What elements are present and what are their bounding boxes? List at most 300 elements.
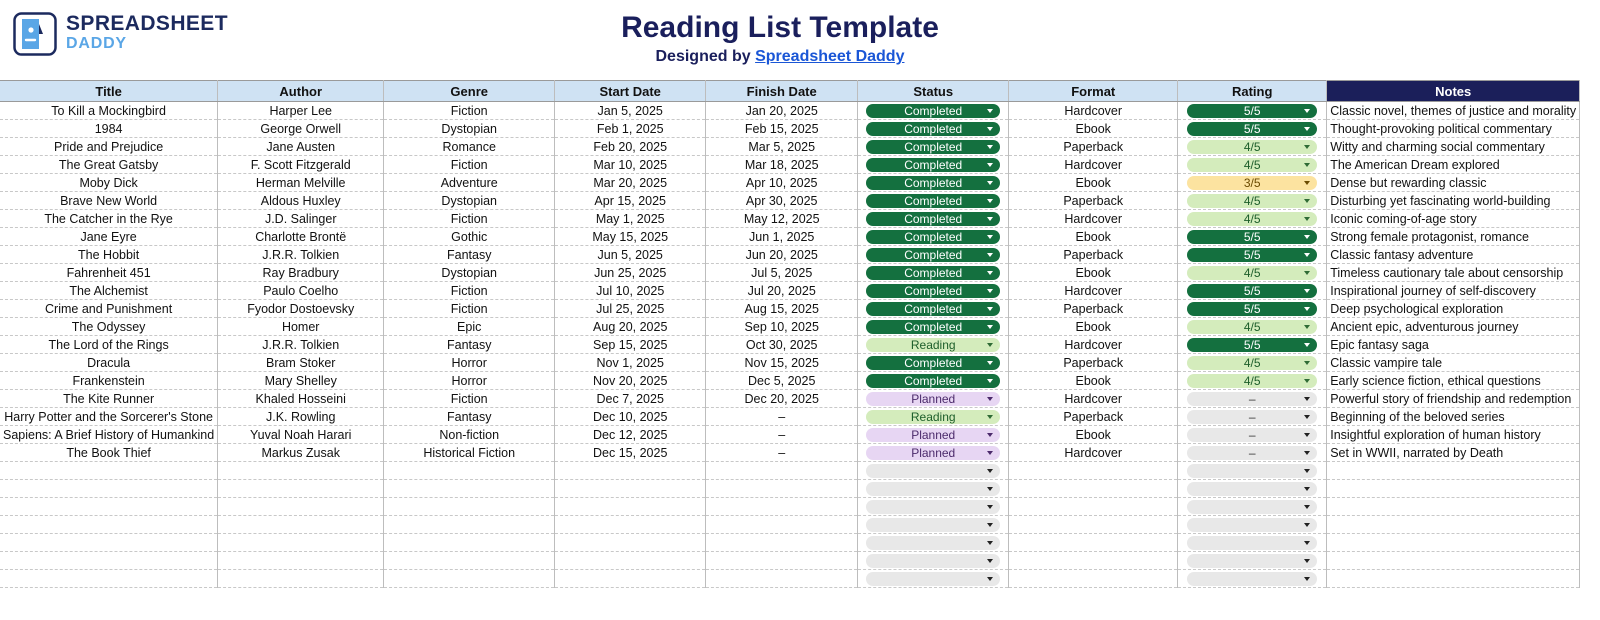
cell-genre[interactable]: Fantasy (384, 336, 555, 354)
cell-author[interactable] (218, 552, 384, 570)
cell-genre[interactable]: Epic (384, 318, 555, 336)
cell-author[interactable] (218, 516, 384, 534)
cell-finish-date[interactable] (706, 534, 858, 552)
cell-finish-date[interactable]: Jun 20, 2025 (706, 246, 858, 264)
cell-status[interactable] (858, 552, 1009, 570)
cell-rating[interactable] (1178, 444, 1327, 462)
cell-genre[interactable]: Fiction (384, 102, 555, 120)
cell-title[interactable]: The Book Thief (0, 444, 218, 462)
cell-status[interactable] (858, 426, 1009, 444)
rating-dropdown[interactable] (1187, 230, 1317, 244)
status-dropdown[interactable] (866, 518, 1000, 532)
cell-author[interactable] (218, 498, 384, 516)
cell-title[interactable]: To Kill a Mockingbird (0, 102, 218, 120)
cell-format[interactable]: Hardcover (1009, 444, 1178, 462)
cell-author[interactable]: Ray Bradbury (218, 264, 384, 282)
cell-rating[interactable] (1178, 390, 1327, 408)
rating-dropdown[interactable] (1187, 410, 1317, 424)
cell-title[interactable] (0, 480, 218, 498)
cell-author[interactable]: Jane Austen (218, 138, 384, 156)
rating-dropdown[interactable] (1187, 464, 1317, 478)
cell-status[interactable] (858, 246, 1009, 264)
cell-start-date[interactable] (555, 534, 706, 552)
cell-format[interactable]: Ebook (1009, 426, 1178, 444)
col-header-rating[interactable]: Rating (1178, 81, 1327, 102)
cell-format[interactable]: Hardcover (1009, 102, 1178, 120)
cell-notes[interactable]: Witty and charming social commentary (1327, 138, 1580, 156)
cell-notes[interactable]: Ancient epic, adventurous journey (1327, 318, 1580, 336)
cell-status[interactable] (858, 408, 1009, 426)
cell-author[interactable]: Mary Shelley (218, 372, 384, 390)
cell-genre[interactable] (384, 516, 555, 534)
cell-notes[interactable]: Early science fiction, ethical questions (1327, 372, 1580, 390)
cell-rating[interactable] (1178, 570, 1327, 588)
cell-start-date[interactable]: Sep 15, 2025 (555, 336, 706, 354)
cell-start-date[interactable]: Dec 15, 2025 (555, 444, 706, 462)
cell-title[interactable] (0, 462, 218, 480)
cell-finish-date[interactable]: Jul 5, 2025 (706, 264, 858, 282)
cell-format[interactable]: Hardcover (1009, 210, 1178, 228)
cell-author[interactable]: Fyodor Dostoevsky (218, 300, 384, 318)
cell-rating[interactable] (1178, 372, 1327, 390)
cell-notes[interactable]: Classic fantasy adventure (1327, 246, 1580, 264)
cell-notes[interactable]: Classic novel, themes of justice and morality (1327, 102, 1580, 120)
status-dropdown[interactable] (866, 392, 1000, 406)
cell-genre[interactable] (384, 498, 555, 516)
rating-dropdown[interactable] (1187, 572, 1317, 586)
cell-title[interactable]: Jane Eyre (0, 228, 218, 246)
cell-start-date[interactable]: Jan 5, 2025 (555, 102, 706, 120)
cell-title[interactable]: Moby Dick (0, 174, 218, 192)
col-header-format[interactable]: Format (1009, 81, 1178, 102)
cell-author[interactable]: Markus Zusak (218, 444, 384, 462)
cell-status[interactable] (858, 516, 1009, 534)
cell-rating[interactable] (1178, 246, 1327, 264)
cell-notes[interactable]: Deep psychological exploration (1327, 300, 1580, 318)
cell-finish-date[interactable]: Jan 20, 2025 (706, 102, 858, 120)
rating-dropdown[interactable] (1187, 284, 1317, 298)
cell-title[interactable]: The Lord of the Rings (0, 336, 218, 354)
cell-rating[interactable] (1178, 480, 1327, 498)
cell-title[interactable]: 1984 (0, 120, 218, 138)
cell-title[interactable] (0, 498, 218, 516)
cell-finish-date[interactable]: – (706, 444, 858, 462)
cell-status[interactable] (858, 354, 1009, 372)
cell-title[interactable]: The Alchemist (0, 282, 218, 300)
cell-notes[interactable]: Dense but rewarding classic (1327, 174, 1580, 192)
cell-finish-date[interactable] (706, 462, 858, 480)
cell-genre[interactable]: Adventure (384, 174, 555, 192)
cell-notes[interactable] (1327, 498, 1580, 516)
cell-title[interactable] (0, 552, 218, 570)
cell-rating[interactable] (1178, 192, 1327, 210)
cell-genre[interactable] (384, 534, 555, 552)
cell-format[interactable] (1009, 552, 1178, 570)
cell-start-date[interactable]: Mar 20, 2025 (555, 174, 706, 192)
cell-author[interactable]: Homer (218, 318, 384, 336)
cell-rating[interactable] (1178, 462, 1327, 480)
cell-author[interactable]: J.R.R. Tolkien (218, 336, 384, 354)
cell-author[interactable]: Aldous Huxley (218, 192, 384, 210)
status-dropdown[interactable] (866, 410, 1000, 424)
status-dropdown[interactable] (866, 302, 1000, 316)
cell-start-date[interactable] (555, 516, 706, 534)
status-dropdown[interactable] (866, 104, 1000, 118)
status-dropdown[interactable] (866, 122, 1000, 136)
cell-start-date[interactable]: Dec 12, 2025 (555, 426, 706, 444)
cell-notes[interactable]: The American Dream explored (1327, 156, 1580, 174)
status-dropdown[interactable] (866, 428, 1000, 442)
cell-start-date[interactable]: May 15, 2025 (555, 228, 706, 246)
cell-finish-date[interactable] (706, 498, 858, 516)
cell-finish-date[interactable]: Aug 15, 2025 (706, 300, 858, 318)
cell-genre[interactable]: Horror (384, 354, 555, 372)
cell-title[interactable]: Frankenstein (0, 372, 218, 390)
cell-status[interactable] (858, 462, 1009, 480)
col-header-finish-date[interactable]: Finish Date (706, 81, 858, 102)
cell-rating[interactable] (1178, 516, 1327, 534)
cell-title[interactable]: Sapiens: A Brief History of Humankind (0, 426, 218, 444)
cell-status[interactable] (858, 102, 1009, 120)
cell-start-date[interactable] (555, 570, 706, 588)
cell-start-date[interactable]: Dec 10, 2025 (555, 408, 706, 426)
cell-start-date[interactable]: Jun 25, 2025 (555, 264, 706, 282)
rating-dropdown[interactable] (1187, 428, 1317, 442)
cell-format[interactable]: Paperback (1009, 354, 1178, 372)
status-dropdown[interactable] (866, 500, 1000, 514)
status-dropdown[interactable] (866, 464, 1000, 478)
cell-notes[interactable]: Inspirational journey of self-discovery (1327, 282, 1580, 300)
rating-dropdown[interactable] (1187, 248, 1317, 262)
col-header-title[interactable]: Title (0, 81, 218, 102)
status-dropdown[interactable] (866, 140, 1000, 154)
cell-title[interactable]: The Great Gatsby (0, 156, 218, 174)
cell-rating[interactable] (1178, 120, 1327, 138)
cell-genre[interactable]: Fiction (384, 300, 555, 318)
col-header-status[interactable]: Status (858, 81, 1009, 102)
status-dropdown[interactable] (866, 284, 1000, 298)
cell-format[interactable]: Hardcover (1009, 282, 1178, 300)
status-dropdown[interactable] (866, 356, 1000, 370)
cell-rating[interactable] (1178, 318, 1327, 336)
cell-rating[interactable] (1178, 552, 1327, 570)
cell-author[interactable]: Yuval Noah Harari (218, 426, 384, 444)
rating-dropdown[interactable] (1187, 500, 1317, 514)
cell-start-date[interactable] (555, 552, 706, 570)
cell-title[interactable]: The Kite Runner (0, 390, 218, 408)
cell-format[interactable] (1009, 570, 1178, 588)
cell-genre[interactable]: Fiction (384, 210, 555, 228)
col-header-genre[interactable]: Genre (384, 81, 555, 102)
status-dropdown[interactable] (866, 248, 1000, 262)
cell-finish-date[interactable]: Jun 1, 2025 (706, 228, 858, 246)
cell-title[interactable]: The Hobbit (0, 246, 218, 264)
cell-start-date[interactable] (555, 480, 706, 498)
cell-finish-date[interactable]: Mar 5, 2025 (706, 138, 858, 156)
cell-notes[interactable] (1327, 534, 1580, 552)
cell-finish-date[interactable]: May 12, 2025 (706, 210, 858, 228)
cell-finish-date[interactable]: Feb 15, 2025 (706, 120, 858, 138)
cell-format[interactable]: Paperback (1009, 246, 1178, 264)
rating-dropdown[interactable] (1187, 554, 1317, 568)
cell-start-date[interactable]: Nov 1, 2025 (555, 354, 706, 372)
cell-finish-date[interactable] (706, 570, 858, 588)
cell-rating[interactable] (1178, 354, 1327, 372)
cell-finish-date[interactable]: – (706, 426, 858, 444)
cell-format[interactable] (1009, 534, 1178, 552)
rating-dropdown[interactable] (1187, 212, 1317, 226)
cell-format[interactable]: Paperback (1009, 408, 1178, 426)
status-dropdown[interactable] (866, 554, 1000, 568)
col-header-start-date[interactable]: Start Date (555, 81, 706, 102)
cell-status[interactable] (858, 444, 1009, 462)
cell-notes[interactable]: Beginning of the beloved series (1327, 408, 1580, 426)
cell-genre[interactable]: Dystopian (384, 120, 555, 138)
cell-rating[interactable] (1178, 534, 1327, 552)
rating-dropdown[interactable] (1187, 374, 1317, 388)
cell-status[interactable] (858, 156, 1009, 174)
cell-status[interactable] (858, 192, 1009, 210)
cell-notes[interactable]: Epic fantasy saga (1327, 336, 1580, 354)
spreadsheet-daddy-link[interactable]: Spreadsheet Daddy (755, 48, 905, 65)
rating-dropdown[interactable] (1187, 266, 1317, 280)
cell-title[interactable]: Fahrenheit 451 (0, 264, 218, 282)
cell-start-date[interactable] (555, 462, 706, 480)
cell-start-date[interactable]: Jul 25, 2025 (555, 300, 706, 318)
cell-genre[interactable]: Gothic (384, 228, 555, 246)
cell-finish-date[interactable] (706, 480, 858, 498)
cell-notes[interactable]: Disturbing yet fascinating world-building (1327, 192, 1580, 210)
cell-start-date[interactable]: Jun 5, 2025 (555, 246, 706, 264)
cell-title[interactable] (0, 516, 218, 534)
cell-notes[interactable]: Iconic coming-of-age story (1327, 210, 1580, 228)
cell-title[interactable]: Pride and Prejudice (0, 138, 218, 156)
cell-author[interactable]: George Orwell (218, 120, 384, 138)
rating-dropdown[interactable] (1187, 140, 1317, 154)
cell-format[interactable]: Ebook (1009, 228, 1178, 246)
cell-format[interactable]: Paperback (1009, 300, 1178, 318)
cell-author[interactable]: Herman Melville (218, 174, 384, 192)
cell-status[interactable] (858, 480, 1009, 498)
status-dropdown[interactable] (866, 536, 1000, 550)
cell-notes[interactable] (1327, 552, 1580, 570)
status-dropdown[interactable] (866, 194, 1000, 208)
cell-genre[interactable]: Fantasy (384, 246, 555, 264)
cell-author[interactable]: Paulo Coelho (218, 282, 384, 300)
cell-finish-date[interactable]: – (706, 408, 858, 426)
cell-start-date[interactable]: Feb 20, 2025 (555, 138, 706, 156)
cell-format[interactable]: Ebook (1009, 264, 1178, 282)
cell-notes[interactable]: Powerful story of friendship and redemption (1327, 390, 1580, 408)
cell-status[interactable] (858, 372, 1009, 390)
status-dropdown[interactable] (866, 572, 1000, 586)
cell-start-date[interactable]: May 1, 2025 (555, 210, 706, 228)
cell-genre[interactable]: Non-fiction (384, 426, 555, 444)
rating-dropdown[interactable] (1187, 536, 1317, 550)
cell-notes[interactable]: Strong female protagonist, romance (1327, 228, 1580, 246)
cell-notes[interactable]: Timeless cautionary tale about censorship (1327, 264, 1580, 282)
cell-status[interactable] (858, 534, 1009, 552)
cell-genre[interactable] (384, 570, 555, 588)
cell-genre[interactable]: Fantasy (384, 408, 555, 426)
status-dropdown[interactable] (866, 320, 1000, 334)
cell-author[interactable] (218, 534, 384, 552)
cell-notes[interactable] (1327, 480, 1580, 498)
cell-author[interactable]: F. Scott Fitzgerald (218, 156, 384, 174)
status-dropdown[interactable] (866, 212, 1000, 226)
cell-genre[interactable]: Historical Fiction (384, 444, 555, 462)
cell-genre[interactable]: Fiction (384, 282, 555, 300)
cell-status[interactable] (858, 210, 1009, 228)
rating-dropdown[interactable] (1187, 302, 1317, 316)
cell-format[interactable] (1009, 498, 1178, 516)
rating-dropdown[interactable] (1187, 176, 1317, 190)
rating-dropdown[interactable] (1187, 482, 1317, 496)
cell-finish-date[interactable]: Apr 30, 2025 (706, 192, 858, 210)
cell-rating[interactable] (1178, 102, 1327, 120)
cell-rating[interactable] (1178, 156, 1327, 174)
cell-genre[interactable]: Romance (384, 138, 555, 156)
cell-status[interactable] (858, 498, 1009, 516)
cell-finish-date[interactable] (706, 552, 858, 570)
cell-rating[interactable] (1178, 498, 1327, 516)
rating-dropdown[interactable] (1187, 446, 1317, 460)
cell-status[interactable] (858, 120, 1009, 138)
status-dropdown[interactable] (866, 230, 1000, 244)
cell-format[interactable]: Ebook (1009, 120, 1178, 138)
cell-format[interactable]: Paperback (1009, 192, 1178, 210)
cell-title[interactable]: Brave New World (0, 192, 218, 210)
cell-genre[interactable]: Fiction (384, 156, 555, 174)
cell-rating[interactable] (1178, 408, 1327, 426)
cell-finish-date[interactable]: Mar 18, 2025 (706, 156, 858, 174)
cell-start-date[interactable] (555, 498, 706, 516)
cell-title[interactable] (0, 534, 218, 552)
status-dropdown[interactable] (866, 176, 1000, 190)
cell-title[interactable]: The Odyssey (0, 318, 218, 336)
cell-start-date[interactable]: Mar 10, 2025 (555, 156, 706, 174)
cell-status[interactable] (858, 318, 1009, 336)
cell-finish-date[interactable]: Oct 30, 2025 (706, 336, 858, 354)
cell-notes[interactable]: Set in WWII, narrated by Death (1327, 444, 1580, 462)
cell-author[interactable] (218, 570, 384, 588)
cell-author[interactable]: J.K. Rowling (218, 408, 384, 426)
col-header-notes[interactable]: Notes (1327, 81, 1580, 102)
cell-format[interactable]: Ebook (1009, 372, 1178, 390)
cell-finish-date[interactable]: Apr 10, 2025 (706, 174, 858, 192)
cell-rating[interactable] (1178, 210, 1327, 228)
cell-status[interactable] (858, 228, 1009, 246)
rating-dropdown[interactable] (1187, 320, 1317, 334)
cell-start-date[interactable]: Jul 10, 2025 (555, 282, 706, 300)
cell-status[interactable] (858, 264, 1009, 282)
cell-title[interactable]: Harry Potter and the Sorcerer's Stone (0, 408, 218, 426)
cell-rating[interactable] (1178, 336, 1327, 354)
cell-finish-date[interactable]: Dec 5, 2025 (706, 372, 858, 390)
cell-genre[interactable] (384, 462, 555, 480)
cell-status[interactable] (858, 174, 1009, 192)
cell-format[interactable] (1009, 480, 1178, 498)
cell-notes[interactable]: Classic vampire tale (1327, 354, 1580, 372)
cell-format[interactable]: Hardcover (1009, 156, 1178, 174)
cell-start-date[interactable]: Feb 1, 2025 (555, 120, 706, 138)
cell-status[interactable] (858, 570, 1009, 588)
cell-start-date[interactable]: Aug 20, 2025 (555, 318, 706, 336)
cell-format[interactable]: Ebook (1009, 318, 1178, 336)
cell-format[interactable] (1009, 462, 1178, 480)
cell-status[interactable] (858, 138, 1009, 156)
cell-status[interactable] (858, 336, 1009, 354)
cell-start-date[interactable]: Nov 20, 2025 (555, 372, 706, 390)
cell-rating[interactable] (1178, 264, 1327, 282)
cell-format[interactable]: Paperback (1009, 138, 1178, 156)
cell-title[interactable]: Dracula (0, 354, 218, 372)
cell-finish-date[interactable]: Dec 20, 2025 (706, 390, 858, 408)
cell-rating[interactable] (1178, 174, 1327, 192)
cell-title[interactable]: The Catcher in the Rye (0, 210, 218, 228)
status-dropdown[interactable] (866, 266, 1000, 280)
cell-format[interactable] (1009, 516, 1178, 534)
cell-finish-date[interactable] (706, 516, 858, 534)
cell-format[interactable]: Hardcover (1009, 336, 1178, 354)
rating-dropdown[interactable] (1187, 518, 1317, 532)
cell-author[interactable]: Khaled Hosseini (218, 390, 384, 408)
cell-author[interactable]: J.R.R. Tolkien (218, 246, 384, 264)
status-dropdown[interactable] (866, 374, 1000, 388)
cell-genre[interactable]: Horror (384, 372, 555, 390)
cell-author[interactable]: Bram Stoker (218, 354, 384, 372)
rating-dropdown[interactable] (1187, 392, 1317, 406)
cell-finish-date[interactable]: Sep 10, 2025 (706, 318, 858, 336)
cell-rating[interactable] (1178, 426, 1327, 444)
cell-format[interactable]: Ebook (1009, 174, 1178, 192)
cell-rating[interactable] (1178, 300, 1327, 318)
rating-dropdown[interactable] (1187, 122, 1317, 136)
cell-genre[interactable] (384, 480, 555, 498)
status-dropdown[interactable] (866, 338, 1000, 352)
col-header-author[interactable]: Author (218, 81, 384, 102)
cell-author[interactable] (218, 480, 384, 498)
cell-finish-date[interactable]: Jul 20, 2025 (706, 282, 858, 300)
cell-genre[interactable] (384, 552, 555, 570)
cell-finish-date[interactable]: Nov 15, 2025 (706, 354, 858, 372)
rating-dropdown[interactable] (1187, 104, 1317, 118)
cell-notes[interactable]: Insightful exploration of human history (1327, 426, 1580, 444)
cell-genre[interactable]: Dystopian (384, 192, 555, 210)
cell-notes[interactable] (1327, 462, 1580, 480)
status-dropdown[interactable] (866, 446, 1000, 460)
cell-status[interactable] (858, 282, 1009, 300)
cell-notes[interactable] (1327, 516, 1580, 534)
cell-start-date[interactable]: Apr 15, 2025 (555, 192, 706, 210)
cell-genre[interactable]: Dystopian (384, 264, 555, 282)
rating-dropdown[interactable] (1187, 194, 1317, 208)
status-dropdown[interactable] (866, 158, 1000, 172)
cell-author[interactable] (218, 462, 384, 480)
cell-status[interactable] (858, 300, 1009, 318)
rating-dropdown[interactable] (1187, 338, 1317, 352)
cell-rating[interactable] (1178, 282, 1327, 300)
rating-dropdown[interactable] (1187, 356, 1317, 370)
rating-dropdown[interactable] (1187, 158, 1317, 172)
cell-notes[interactable] (1327, 570, 1580, 588)
cell-format[interactable]: Hardcover (1009, 390, 1178, 408)
cell-notes[interactable]: Thought-provoking political commentary (1327, 120, 1580, 138)
cell-rating[interactable] (1178, 138, 1327, 156)
cell-title[interactable]: Crime and Punishment (0, 300, 218, 318)
cell-title[interactable] (0, 570, 218, 588)
cell-rating[interactable] (1178, 228, 1327, 246)
